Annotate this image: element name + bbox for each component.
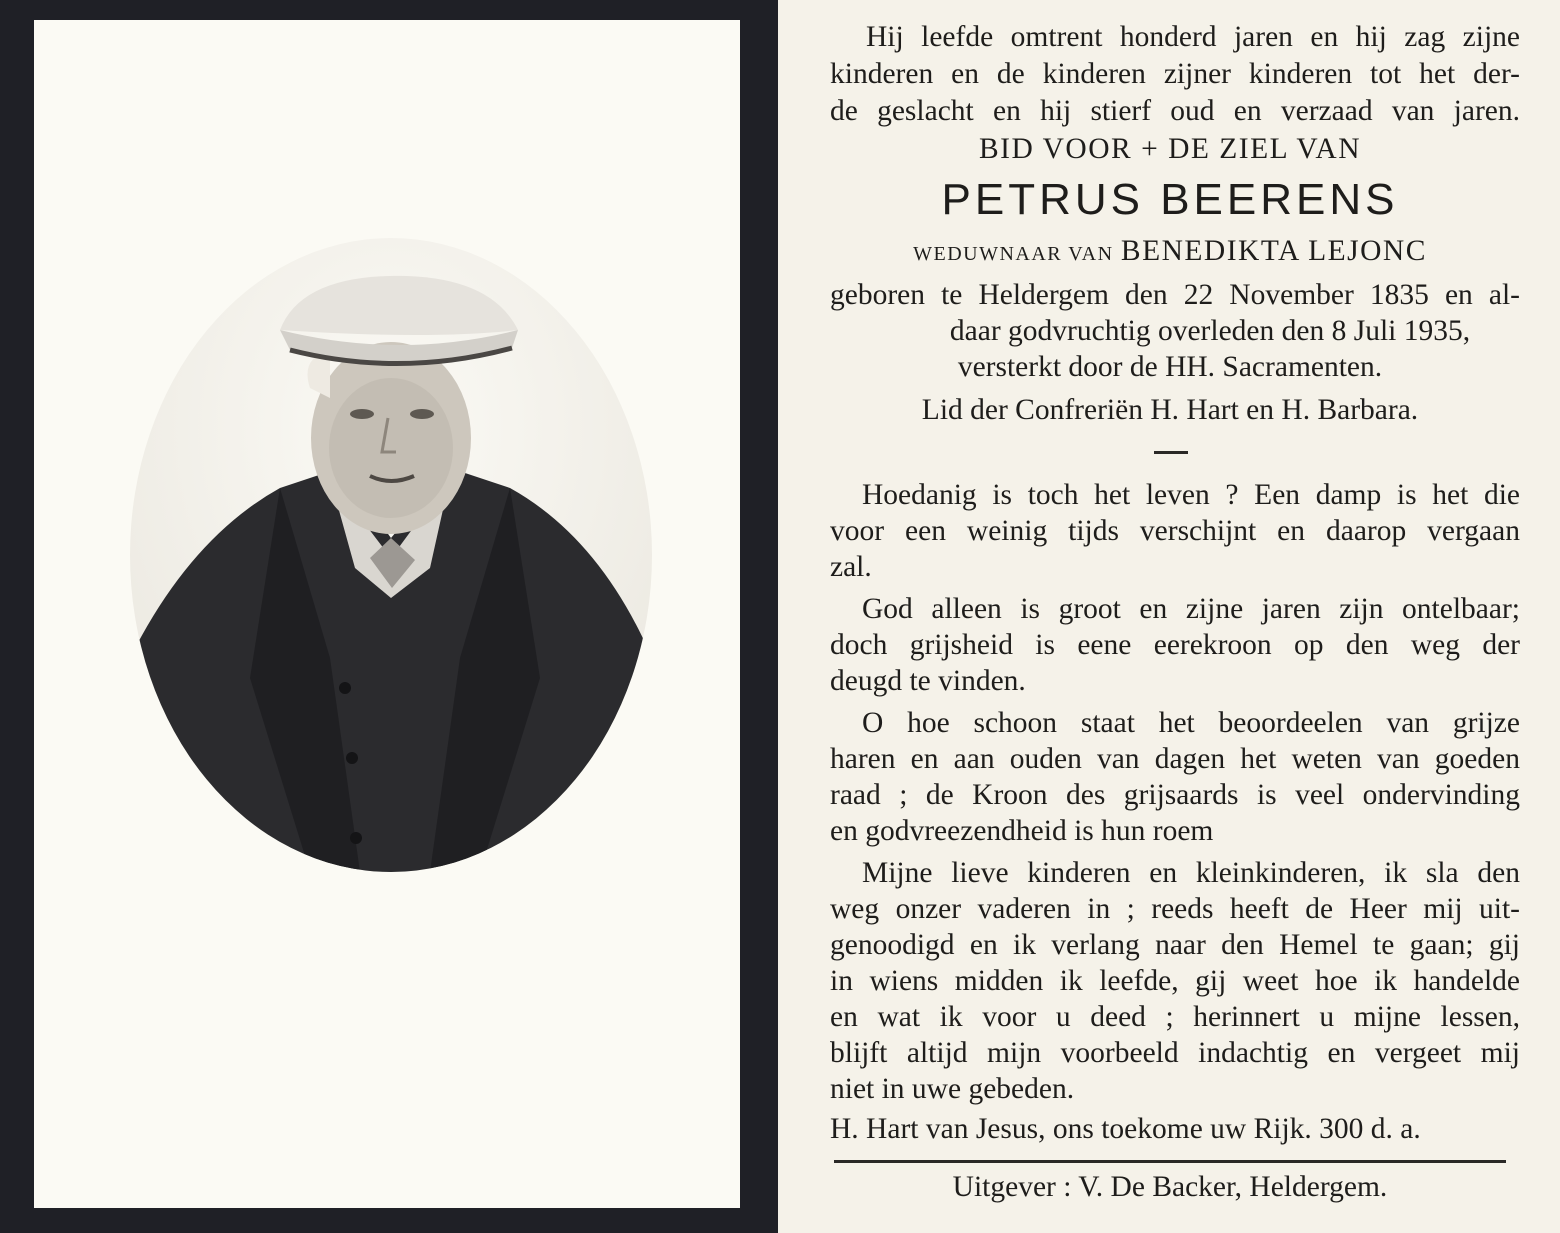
bio-line-1: geboren te Heldergem den 22 November 1835 en al-	[830, 279, 1520, 311]
poem-line-2: kinderen en de kinderen zijner kinderen tot het der-	[830, 58, 1520, 90]
photo-panel	[34, 20, 740, 1208]
paragraph1-line-1: Hoedanig is toch het leven ? Een damp is het die	[862, 479, 1520, 511]
paragraph1-line-2: voor een weinig tijds verschijnt en daarop vergaan	[830, 515, 1520, 547]
widower-name: BENEDIKTA LEJONC	[1120, 235, 1427, 267]
paragraph4-line-3: genoodigd en ik verlang naar den Hemel te gaan; gij	[830, 929, 1520, 961]
paragraph2-line-3: deugd te vinden.	[830, 665, 1026, 697]
paragraph3-line-3: raad ; de Kroon des grijsaards is veel ondervinding	[830, 779, 1520, 811]
paragraph3-line-4: en godvreezendheid is hun roem	[830, 815, 1214, 847]
photo-card-border	[0, 0, 778, 1233]
publisher: Uitgever : V. De Backer, Heldergem.	[952, 1171, 1388, 1203]
prayer-heading: BID VOOR + DE ZIEL VAN	[978, 133, 1362, 165]
widower-prefix: WEDUWNAAR VAN	[913, 243, 1114, 265]
bio-line-2: daar godvruchtig overleden den 8 Juli 1935,	[949, 315, 1471, 347]
portrait-photo	[130, 238, 652, 872]
widower-line	[780, 234, 1560, 271]
paragraph4-line-1: Mijne lieve kinderen en kleinkinderen, ik sla den	[862, 857, 1520, 889]
closing-prayer: H. Hart van Jesus, ons toekome uw Rijk. 300 d. a.	[830, 1113, 1421, 1145]
deceased-name: PETRUS BEERENS	[941, 175, 1399, 224]
paragraph3-line-2: haren en aan ouden van dagen het weten van goeden	[830, 743, 1520, 775]
paragraph4-line-5: en wat ik voor u deed ; herinnert u mijne lessen,	[830, 1001, 1520, 1033]
paragraph3-line-1: O hoe schoon staat het beoordeelen van grijze	[862, 707, 1520, 739]
poem-line-1: Hij leefde omtrent honderd jaren en hij zag zijne	[866, 21, 1520, 53]
footer-rule	[834, 1160, 1506, 1163]
text-card	[780, 0, 1560, 1233]
paragraph1-line-3: zal.	[830, 551, 872, 583]
bio-line-3: versterkt door de HH. Sacramenten.	[957, 351, 1383, 383]
paragraph2-line-2: doch grijsheid is eene eerekroon op den weg der	[830, 629, 1520, 661]
bio-line-4: Lid der Confreriën H. Hart en H. Barbara.	[921, 394, 1419, 426]
paragraph4-line-7: niet in uwe gebeden.	[830, 1073, 1075, 1105]
paragraph4-line-6: blijft altijd mijn voorbeeld indachtig en vergeet mij	[830, 1037, 1520, 1069]
separator-dash	[1154, 451, 1188, 454]
paragraph4-line-2: weg onzer vaderen in ; reeds heeft de Heer mij uit-	[830, 893, 1520, 925]
paragraph2-line-1: God alleen is groot en zijne jaren zijn ontelbaar;	[862, 593, 1520, 625]
poem-line-3: de geslacht en hij stierf oud en verzaad van jaren.	[830, 95, 1520, 127]
paragraph4-line-4: in wiens midden ik leefde, gij weet hoe ik handelde	[830, 965, 1520, 997]
